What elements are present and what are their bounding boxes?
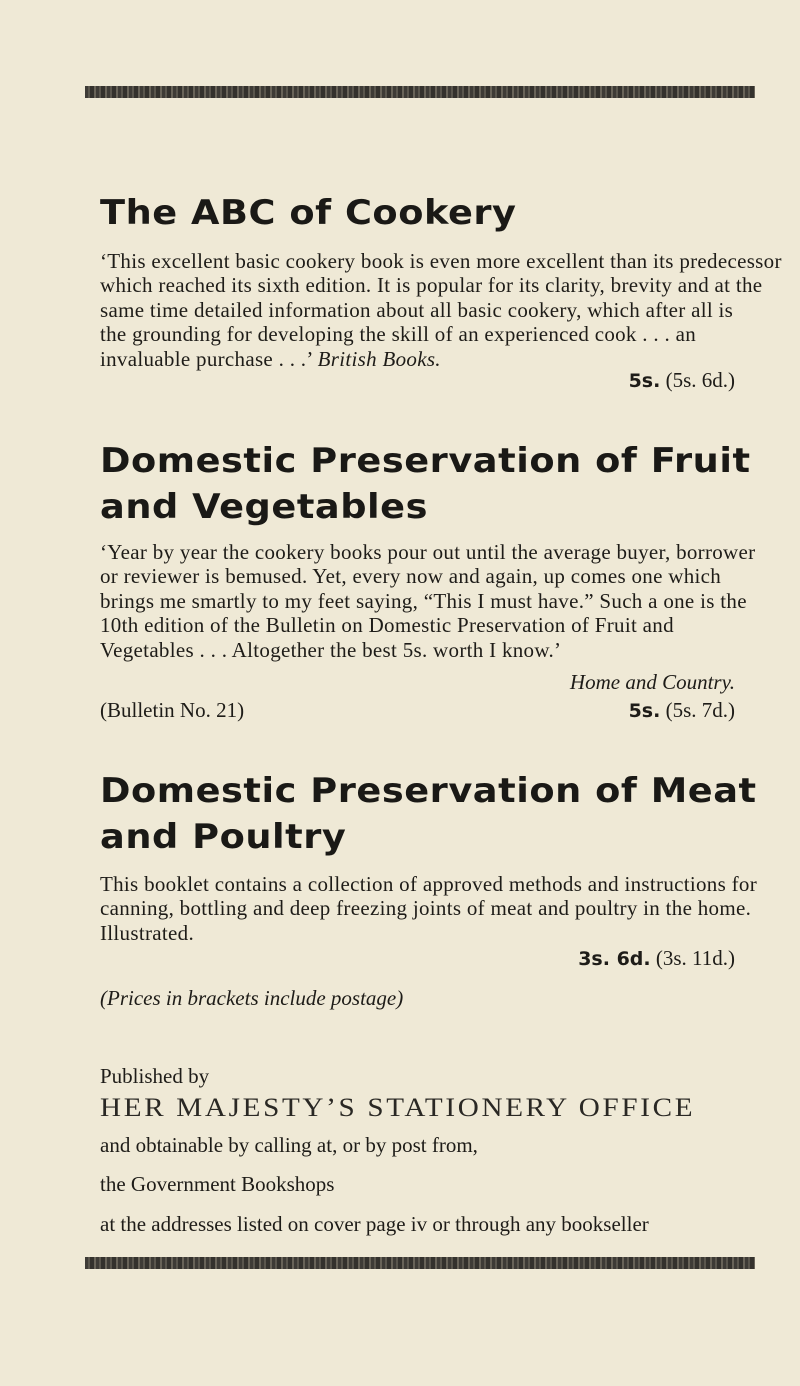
fruit-review bbox=[100, 540, 756, 662]
abc-cookery-review bbox=[100, 249, 782, 371]
section-heading-fruit-line2: and Vegetables bbox=[100, 487, 429, 527]
publisher-line-3: at the addresses listed on cover page iv or through any bookseller bbox=[100, 1212, 649, 1236]
review-line: 10th edition of the Bulletin on Domestic Preservation of Fruit and bbox=[100, 613, 674, 638]
review-line-text: invaluable purchase . . .’ bbox=[100, 346, 318, 371]
price-with-postage: (5s. 6d.) bbox=[665, 368, 735, 392]
review-line: which reached its sixth edition. It is popular for its clarity, brevity and at the bbox=[100, 273, 763, 298]
review-line: Vegetables . . . Altogether the best 5s. worth I know.’ bbox=[100, 637, 562, 662]
postage-note: (Prices in brackets include postage) bbox=[100, 986, 404, 1010]
fruit-price bbox=[629, 698, 735, 723]
description-line: canning, bottling and deep freezing joints of meat and poultry in the home. bbox=[100, 896, 752, 921]
abc-cookery-price bbox=[629, 368, 735, 393]
published-by: Published by bbox=[100, 1064, 210, 1088]
review-line: same time detailed information about all basic cookery, which after all is bbox=[100, 297, 734, 322]
price-with-postage: (5s. 7d.) bbox=[665, 698, 735, 722]
section-heading-abc-cookery: The ABC of Cookery bbox=[100, 193, 517, 233]
price: 5s. bbox=[628, 700, 661, 722]
publisher-line-1: and obtainable by calling at, or by post from, bbox=[100, 1133, 478, 1157]
section-heading-fruit-line1: Domestic Preservation of Fruit bbox=[100, 441, 751, 481]
price: 3s. 6d. bbox=[578, 948, 651, 970]
section-heading-meat-line2: and Poultry bbox=[100, 817, 347, 857]
review-line: ‘Year by year the cookery books pour out until the average buyer, borrower bbox=[100, 540, 756, 564]
publisher-name: HER MAJESTY’S STATIONERY OFFICE bbox=[100, 1093, 696, 1122]
review-line: or reviewer is bemused. Yet, every now and again, up comes one which bbox=[100, 564, 722, 589]
meat-description bbox=[100, 872, 758, 945]
section-heading-meat-line1: Domestic Preservation of Meat bbox=[100, 771, 757, 811]
bottom-border-rule bbox=[85, 1257, 755, 1269]
publisher-line-2: the Government Bookshops bbox=[100, 1172, 335, 1196]
fruit-review-source: Home and Country. bbox=[569, 670, 735, 694]
review-line: ‘This excellent basic cookery book is even more excellent than its predecessor bbox=[100, 249, 782, 273]
bulletin-number: (Bulletin No. 21) bbox=[100, 698, 245, 722]
price: 5s. bbox=[628, 370, 661, 392]
meat-price bbox=[578, 946, 735, 971]
description-line: Illustrated. bbox=[100, 920, 194, 945]
review-line: the grounding for developing the skill of an experienced cook . . . an bbox=[100, 322, 696, 347]
price-with-postage: (3s. 11d.) bbox=[655, 946, 735, 970]
review-line: brings me smartly to my feet saying, “This I must have.” Such a one is the bbox=[100, 588, 747, 613]
review-source: British Books. bbox=[317, 346, 441, 371]
description-line: This booklet contains a collection of approved methods and instructions for bbox=[100, 872, 758, 896]
top-border-rule bbox=[85, 86, 755, 98]
